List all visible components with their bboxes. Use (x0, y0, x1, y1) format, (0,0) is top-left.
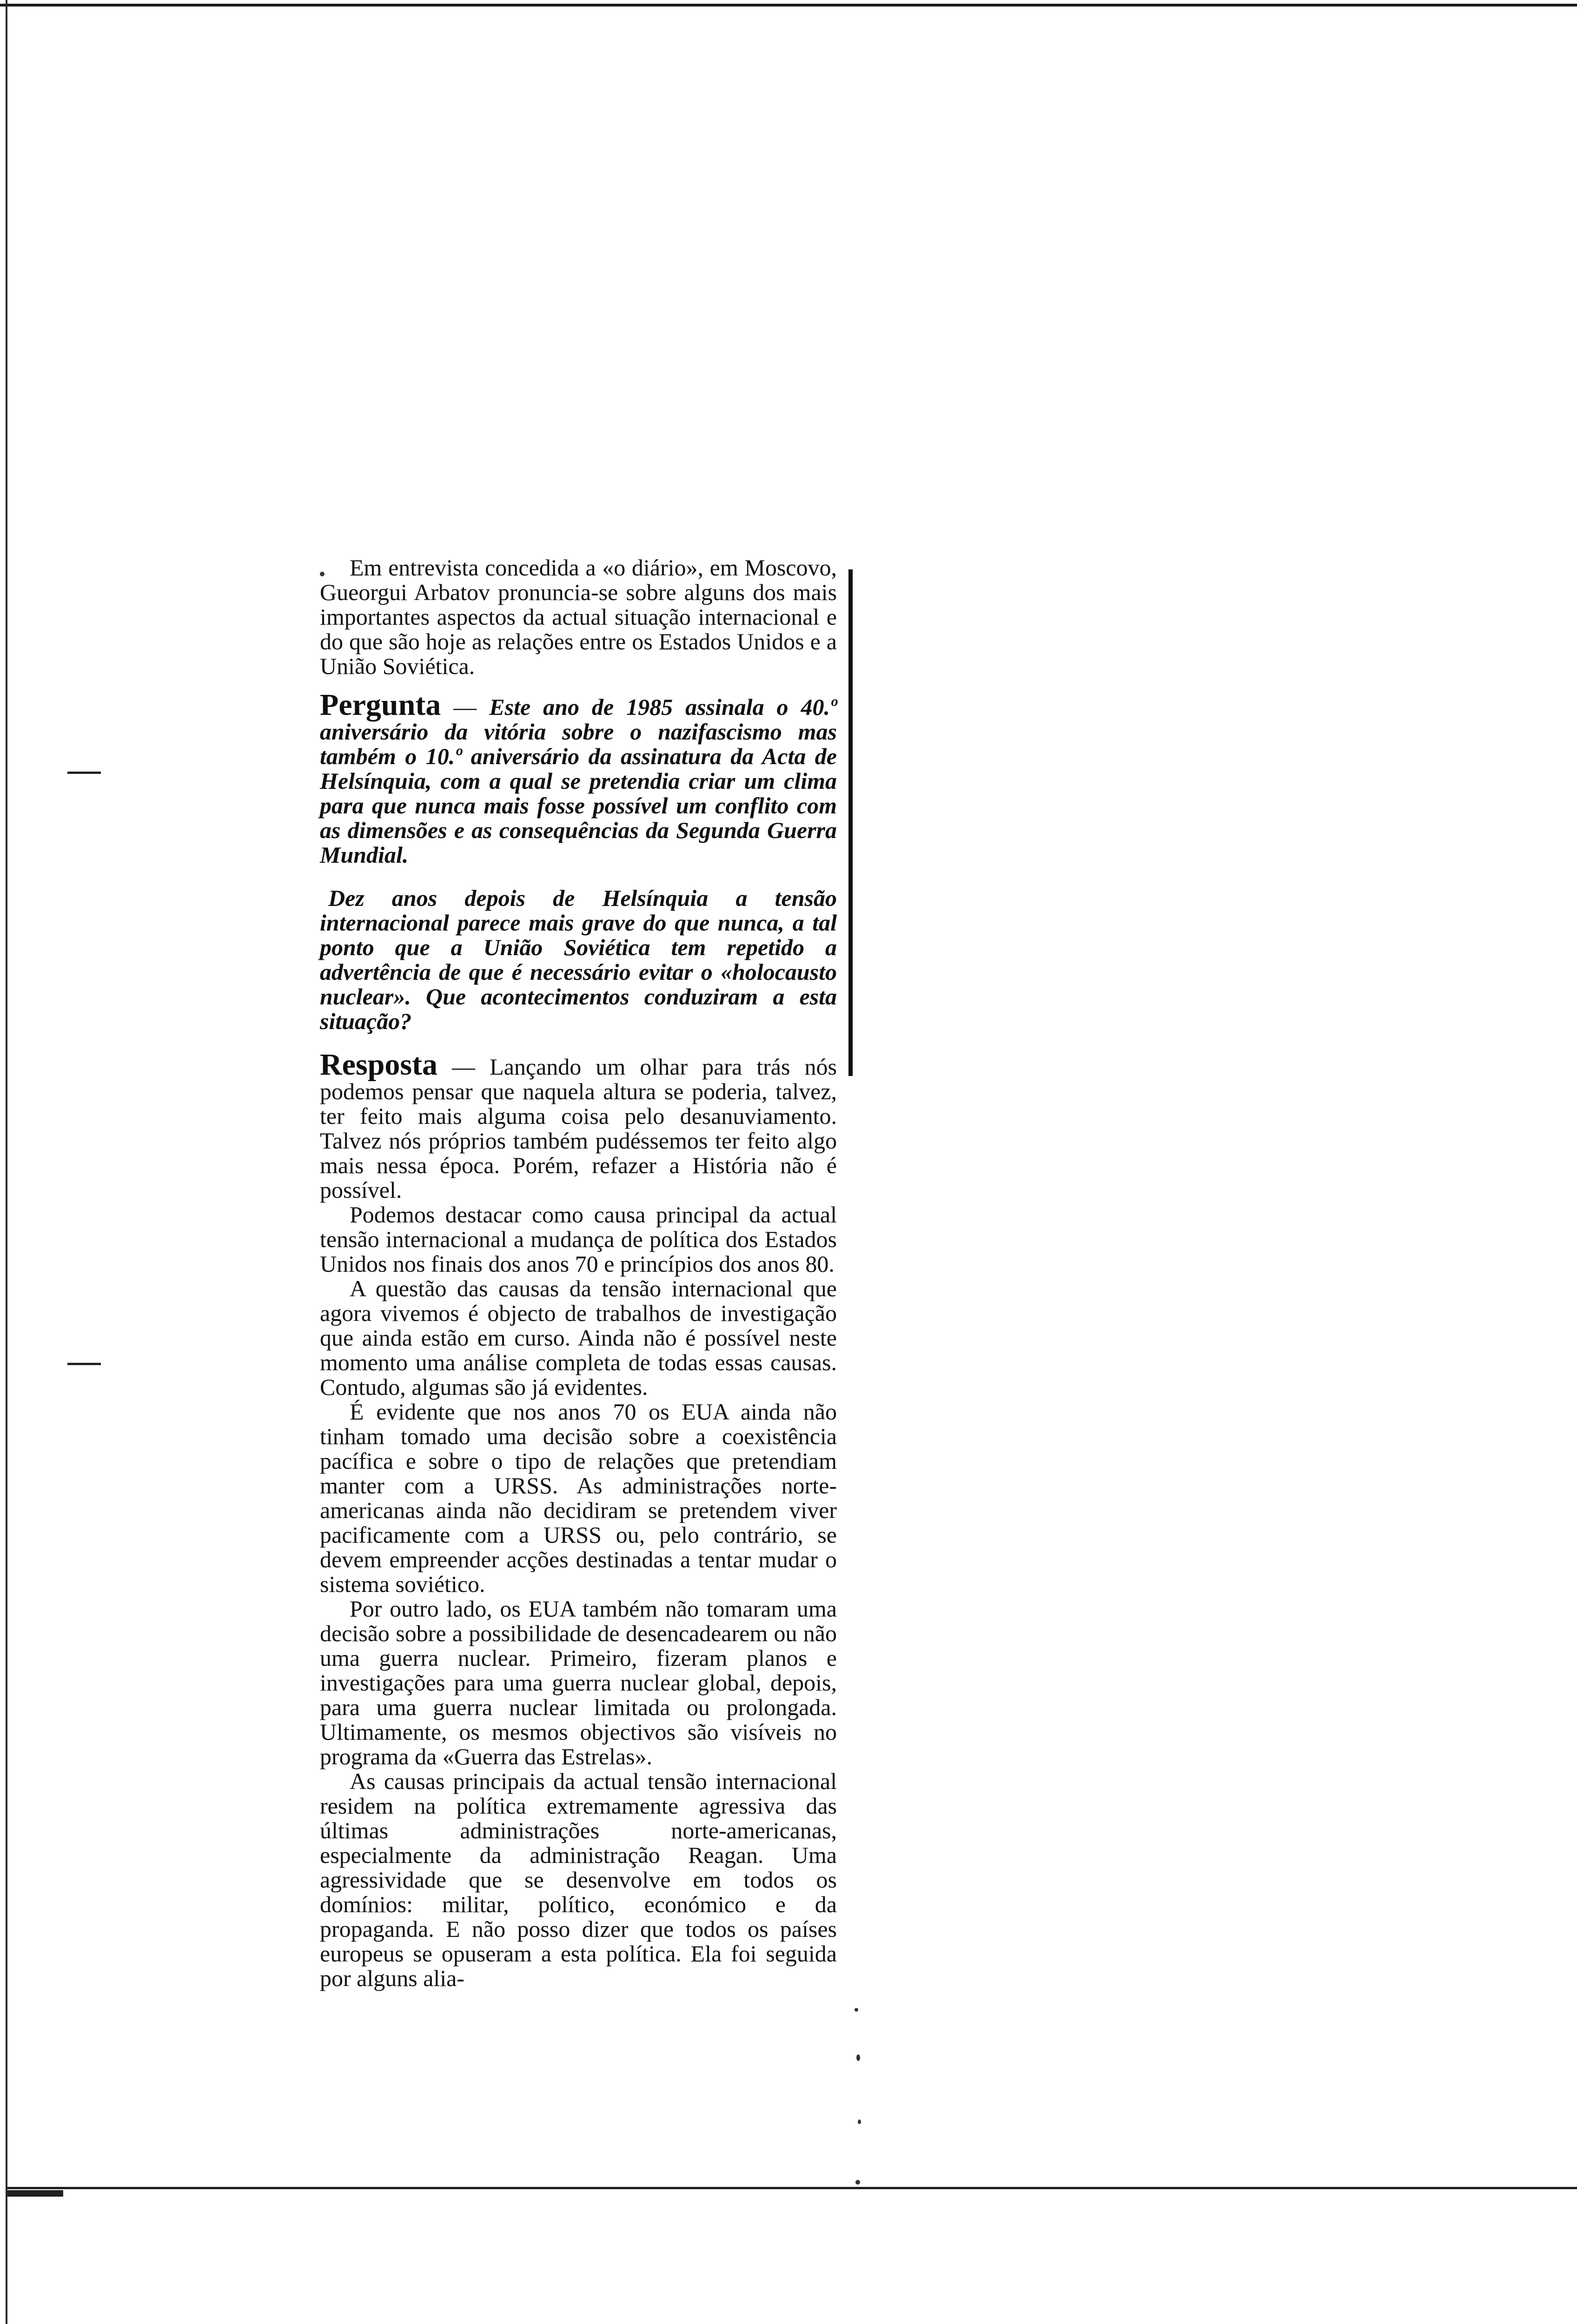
column-rule (848, 569, 853, 1076)
question-paragraph (320, 688, 837, 868)
scan-speck (858, 2119, 861, 2124)
question-label: Pergunta (320, 688, 441, 722)
answer-text: Lançando um olhar para trás nós podemos pensar que naquela altura se poderia, talvez, ter feito mais alguma coisa pelo desanuviamento. Talvez nós próprios também pudéssemos ter feito algo mais nessa época. Porém, refazer a História não é possível. (320, 1054, 837, 1203)
margin-mark (67, 1363, 101, 1365)
answer-paragraph-4: É evidente que nos anos 70 os EUA ainda não tinham tomado uma decisão sobre a coexistência pacífica e sobre o tipo de relações que pretendiam manter com a URSS. As administrações norte-americanas ainda não decidiram se pretendem viver pacificamente com a URSS ou, pelo contrário, se devem empreender acções destinadas a tentar mudar o sistema soviético. (320, 1399, 837, 1597)
clipping-fold-stub (7, 2190, 63, 2197)
answer-paragraph-6: As causas principais da actual tensão internacional residem na política extremamente agressiva das últimas administrações norte-americanas, especialmente da administração Reagan. Uma agressividade que se desenvolve em todos os domínios: militar, político, económico e da propaganda. E não posso dizer que todos os países europeus se opuseram a esta política. Ela foi seguida por alguns alia- (320, 1768, 837, 1991)
margin-mark (67, 772, 101, 774)
answer-paragraph (320, 1048, 837, 1203)
question-paragraph-2: Dez anos depois de Helsínquia a tensão internacional parece mais grave do que nunca, a tal ponto que a União Soviética tem repetido a advertência de que é necessário evitar o «holocausto nuclear». Que acontecimentos conduziram a esta situação? (320, 885, 837, 1034)
question-text: Este ano de 1985 assinala o 40.º aniversário da vitória sobre o nazifascismo mas também o 10.º aniversário da assinatura da Acta de Helsínquia, com a qual se pretendia criar um clima para que nunca mais fosse possível um conflito com as dimensões e as consequências da Segunda Guerra Mundial. (320, 694, 837, 868)
question-dash: — (453, 694, 477, 720)
article-column (320, 555, 837, 1991)
answer-paragraph-5: Por outro lado, os EUA também não tomaram uma decisão sobre a possibilidade de desencadearem ou não uma guerra nuclear. Primeiro, fizeram planos e investigações para uma guerra nuclear global, depois, para uma guerra nuclear limitada ou prolongada. Ultimamente, os mesmos objectivos são visíveis no programa da «Guerra das Estrelas». (320, 1596, 837, 1769)
answer-dash: — (452, 1054, 476, 1080)
answer-paragraph-3: A questão das causas da tensão internacional que agora vivemos é objecto de trabalhos de investigação que ainda estão em curso. Ainda não é possível neste momento uma análise completa de todas essas causas. Contudo, algumas são já evidentes. (320, 1275, 837, 1400)
scan-top-edge (0, 4, 1577, 7)
article-intro: Em entrevista concedida a «o diário», em Moscovo, Gueorgui Arbatov pronuncia-se sobre alguns dos mais importantes aspectos da actual situação internacional e do que são hoje as relações entre os Estados Unidos e a União Soviética. (320, 555, 837, 679)
scan-speck (855, 2008, 858, 2012)
answer-label: Resposta (320, 1048, 438, 1082)
clipping-fold-line (7, 2187, 1577, 2189)
scan-left-edge (6, 0, 7, 2324)
scan-speck (855, 2180, 860, 2185)
answer-paragraph-2: Podemos destacar como causa principal da actual tensão internacional a mudança de política dos Estados Unidos nos finais dos anos 70 e princípios dos anos 80. (320, 1202, 837, 1277)
scan-speck (856, 2054, 860, 2061)
